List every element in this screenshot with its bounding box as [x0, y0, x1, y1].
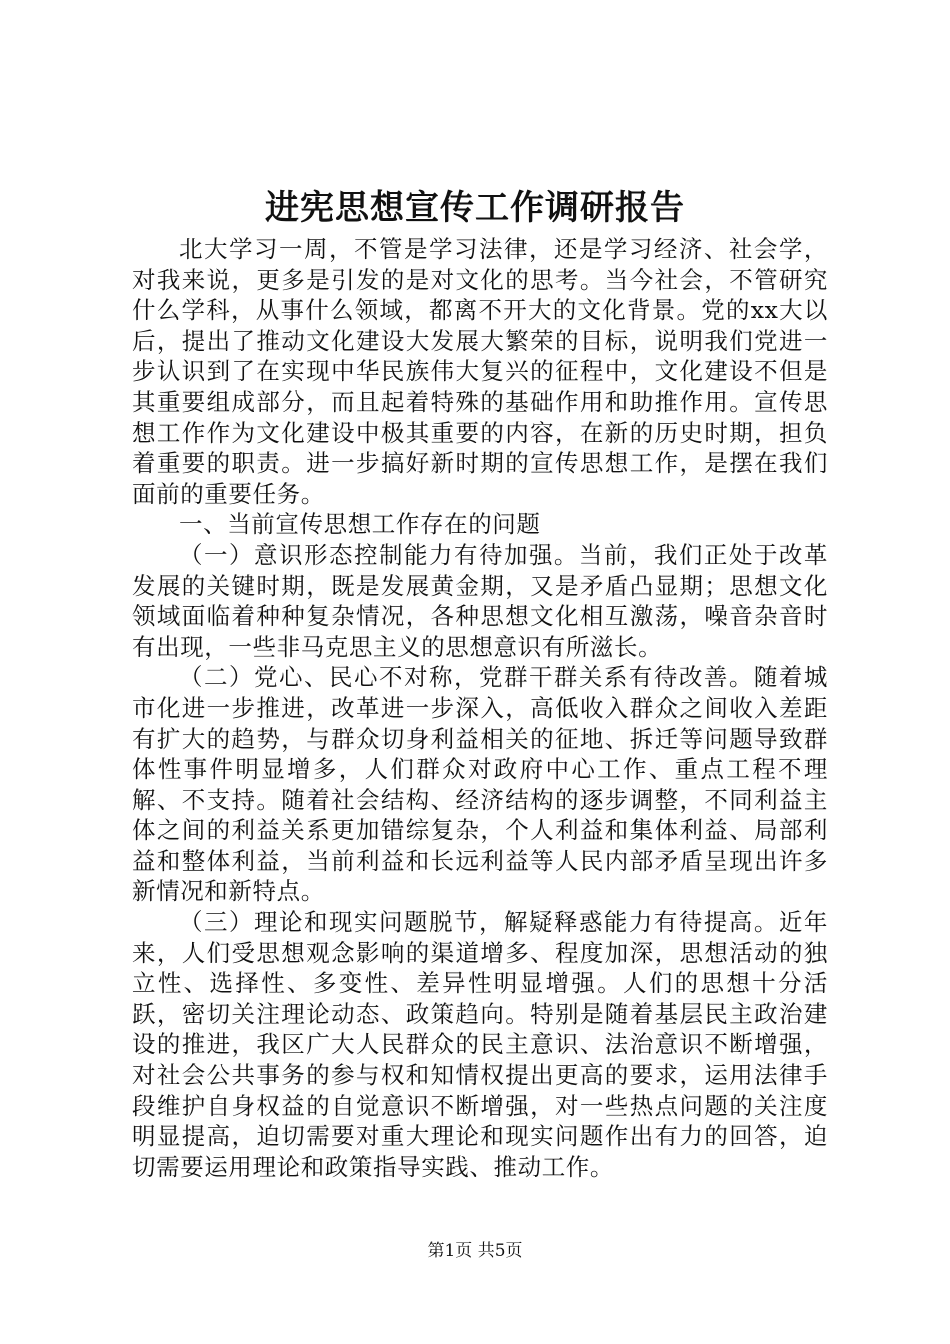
document-title: 进宪思想宣传工作调研报告	[265, 188, 685, 228]
paragraph-problem-2: （二）党心、民心不对称，党群干群关系有待改善。随着城市化进一步推进，改革进一步深入，高低收入群众之间收入差距有扩大的趋势，与群众切身利益相关的征地、拆迁等问题导致群体性事件明显增多，人们群众对政府中心工作、重点工程不理解、不支持。随着社会结构、经济结构的逐步调整，不同利益主体之间的利益关系更加错综复杂，个人利益和集体利益、局部利益和整体利益，当前利益和长远利益等人民内部矛盾呈现出许多新情况和新特点。	[132, 663, 828, 906]
paragraph-intro: 北大学习一周，不管是学习法律，还是学习经济、社会学，对我来说，更多是引发的是对文化的思考。当今社会，不管研究什么学科，从事什么领域，都离不开大的文化背景。党的xx大以后，提出了推动文化建设大发展大繁荣的目标，说明我们党进一步认识到了在实现中华民族伟大复兴的征程中，文化建设不但是其重要组成部分，而且起着特殊的基础作用和助推作用。宣传思想工作作为文化建设中极其重要的内容，在新的历史时期，担负着重要的职责。进一步搞好新时期的宣传思想工作，是摆在我们面前的重要任务。	[132, 235, 828, 508]
paragraph-problem-3: （三）理论和现实问题脱节，解疑释惑能力有待提高。近年来，人们受思想观念影响的渠道增多、程度加深，思想活动的独立性、选择性、多变性、差异性明显增强。人们的思想十分活跃，密切关注理论动态、政策趋向。特别是随着基层民主政治建设的推进，我区广大人民群众的民主意识、法治意识不断增强，对社会公共事务的参与权和知情权提出更高的要求，运用法律手段维护自身权益的自觉意识不断增强，对一些热点问题的关注度明显提高，迫切需要对重大理论和现实问题作出有力的回答，迫切需要运用理论和政策指导实践、推动工作。	[132, 908, 828, 1181]
section-heading-problems: 一、当前宣传思想工作存在的问题	[179, 510, 541, 539]
document-body	[132, 234, 828, 1182]
page-footer: 第1页 共5页	[427, 1241, 523, 1261]
paragraph-problem-1: （一）意识形态控制能力有待加强。当前，我们正处于改革发展的关键时期，既是发展黄金期，又是矛盾凸显期；思想文化领域面临着种种复杂情况，各种思想文化相互激荡，噪音杂音时有出现，一些非马克思主义的思想意识有所滋长。	[132, 540, 828, 661]
